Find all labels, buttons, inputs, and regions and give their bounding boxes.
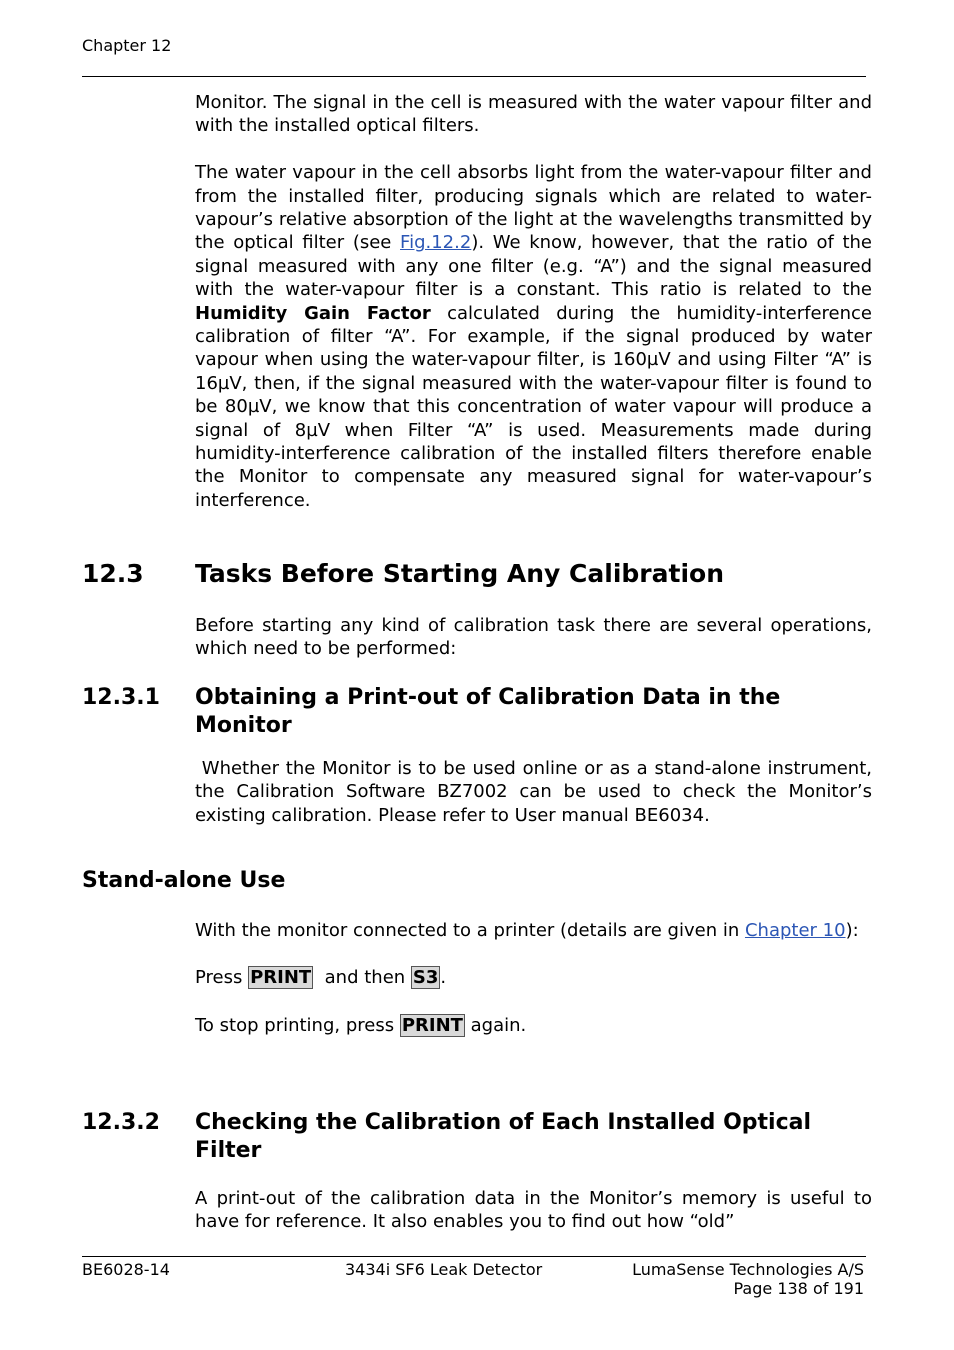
section-number: 12.3 [82,559,144,588]
footer-product: 3434i SF6 Leak Detector [345,1260,543,1279]
section-12-3-1-text: Whether the Monitor is to be used online or as a stand-alone instrument, the Calibration Software BZ7002 can be used to check the Monitor’s existing calibration. Please refer to User manual BE6034. [195,758,878,826]
standalone-paragraph-3: To stop printing, press PRINT again. [195,1014,527,1036]
section-12-3-2-text: A print-out of the calibration data in the Monitor’s memory is useful to have for reference. It also enables you to find out how “old” [195,1188,872,1233]
footer-page-number: Page 138 of 191 [733,1279,864,1298]
section-number: 12.3.1 [82,685,160,710]
chapter-header: Chapter 12 [82,36,172,55]
s3-key: S3 [412,967,439,989]
section-number: 12.3.2 [82,1110,160,1135]
standalone-paragraph-1: With the monitor connected to a printer (details are given in Chapter 10): [195,920,859,941]
standalone-paragraph-2: Press PRINT and then S3 . [195,967,447,989]
footer-company: LumaSense Technologies A/S [632,1260,864,1279]
section-heading-12-3 [82,559,724,588]
intro-text [195,91,872,512]
header-rule [82,76,866,77]
humidity-gain-factor-term: Humidity Gain Factor [195,302,431,324]
fig-12-2-link[interactable]: Fig.12.2 [400,232,472,254]
footer-doc-id: BE6028-14 [82,1260,170,1279]
print-key: PRINT [250,967,312,989]
intro-paragraph-1: Monitor. The signal in the cell is measured with the water vapour filter and with the installed optical filters. [195,92,872,137]
intro-paragraph-2: The water vapour in the cell absorbs light from the water-vapour filter and from the installed filter, producing signals which are related to water-vapour’s relative absorption of the light at the wavelengths transmitted by the optical filter (see Fig.12.2). We know, however, that the ratio of the signal measured with any one filter (e.g. “A”) and the signal measured with the water-vapour filter is a constant. This ratio is related to the Humidity Gain Factor calculated during the humidity-interference calibration of filter “A”. For example, if the signal produced by water vapour when using the water-vapour filter, is 160µV and using Filter “A” is 16µV, then, if the signal measured with the water-vapour filter is found to be 80µV, we know that this concentration of water vapour will produce a signal of 8µV when Filter “A” is used. Measurements made during humidity-interference calibration of the installed filters therefore enable the Monitor to compensate any measured signal for water-vapour’s interference. [195,162,872,511]
print-key: PRINT [401,1014,463,1036]
standalone-heading: Stand-alone Use [82,868,286,893]
chapter-10-link[interactable]: Chapter 10 [744,920,846,941]
section-title: Checking the Calibration of Each Installed Optical Filter [195,1110,812,1163]
section-12-3-text: Before starting any kind of calibration task there are several operations, which need to be performed: [195,615,872,660]
footer-rule [82,1256,866,1257]
section-title: Obtaining a Print-out of Calibration Data in the Monitor [195,685,781,738]
section-title: Tasks Before Starting Any Calibration [195,559,725,588]
standalone-text [195,919,872,1037]
